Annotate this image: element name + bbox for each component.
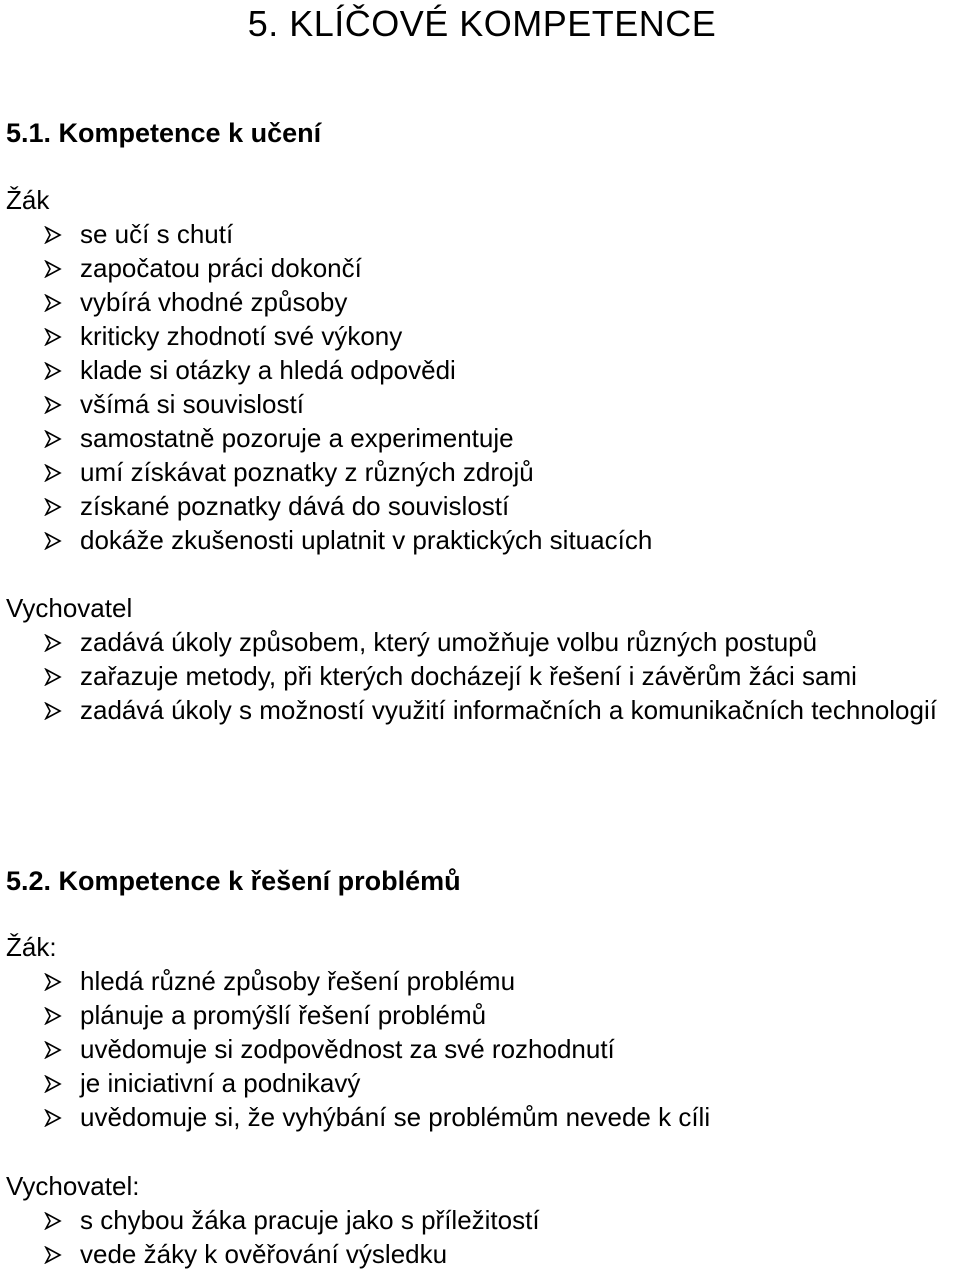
bullet-list-vychovatel-problems (0, 1203, 960, 1271)
list-item: hledá různé způsoby řešení problému (0, 964, 960, 998)
arrow-bullet-icon (44, 1007, 62, 1025)
arrow-bullet-icon (44, 532, 62, 550)
arrow-bullet-icon (44, 1212, 62, 1230)
list-item: umí získávat poznatky z různých zdrojů (0, 455, 960, 489)
section-heading-problem-solving: 5.2. Kompetence k řešení problémů (6, 866, 461, 896)
arrow-bullet-icon (44, 1041, 62, 1059)
arrow-bullet-icon (44, 1246, 62, 1264)
group-label-vychovatel: Vychovatel (6, 593, 133, 623)
arrow-bullet-icon (44, 464, 62, 482)
group-label-vychovatel-problems: Vychovatel: (6, 1171, 140, 1201)
group-label-zak-problems: Žák: (6, 932, 57, 962)
arrow-bullet-icon (44, 294, 62, 312)
list-item: započatou práci dokončí (0, 251, 960, 285)
arrow-bullet-icon (44, 702, 62, 720)
arrow-bullet-icon (44, 1075, 62, 1093)
list-item: je iniciativní a podnikavý (0, 1066, 960, 1100)
list-item: plánuje a promýšlí řešení problémů (0, 998, 960, 1032)
bullet-list-zak-learning (0, 217, 960, 557)
arrow-bullet-icon (44, 430, 62, 448)
arrow-bullet-icon (44, 226, 62, 244)
list-item: všímá si souvislostí (0, 387, 960, 421)
group-label-zak: Žák (6, 185, 50, 215)
arrow-bullet-icon (44, 362, 62, 380)
arrow-bullet-icon (44, 260, 62, 278)
arrow-bullet-icon (44, 634, 62, 652)
bullet-list-zak-problems (0, 964, 960, 1134)
arrow-bullet-icon (44, 668, 62, 686)
arrow-bullet-icon (44, 1109, 62, 1127)
list-item: klade si otázky a hledá odpovědi (0, 353, 960, 387)
list-item: uvědomuje si zodpovědnost za své rozhodnutí (0, 1032, 960, 1066)
bullet-list-vychovatel-learning (0, 625, 960, 727)
list-item: kriticky zhodnotí své výkony (0, 319, 960, 353)
arrow-bullet-icon (44, 328, 62, 346)
arrow-bullet-icon (44, 498, 62, 516)
list-item: zadává úkoly s možností využití informačních a komunikačních technologií (0, 693, 960, 727)
list-item: vede žáky k ověřování výsledku (0, 1237, 960, 1271)
list-item: získané poznatky dává do souvislostí (0, 489, 960, 523)
section-heading-learning: 5.1. Kompetence k učení (6, 118, 322, 148)
list-item: vybírá vhodné způsoby (0, 285, 960, 319)
page-title: 5. KLÍČOVÉ KOMPETENCE (247, 3, 717, 44)
list-item: uvědomuje si, že vyhýbání se problémům nevede k cíli (0, 1100, 960, 1134)
arrow-bullet-icon (44, 973, 62, 991)
list-item: samostatně pozoruje a experimentuje (0, 421, 960, 455)
list-item: zadává úkoly způsobem, který umožňuje volbu různých postupů (0, 625, 960, 659)
list-item: s chybou žáka pracuje jako s příležitostí (0, 1203, 960, 1237)
list-item: se učí s chutí (0, 217, 960, 251)
list-item: zařazuje metody, při kterých docházejí k řešení i závěrům žáci sami (0, 659, 960, 693)
arrow-bullet-icon (44, 396, 62, 414)
list-item: dokáže zkušenosti uplatnit v praktických situacích (0, 523, 960, 557)
